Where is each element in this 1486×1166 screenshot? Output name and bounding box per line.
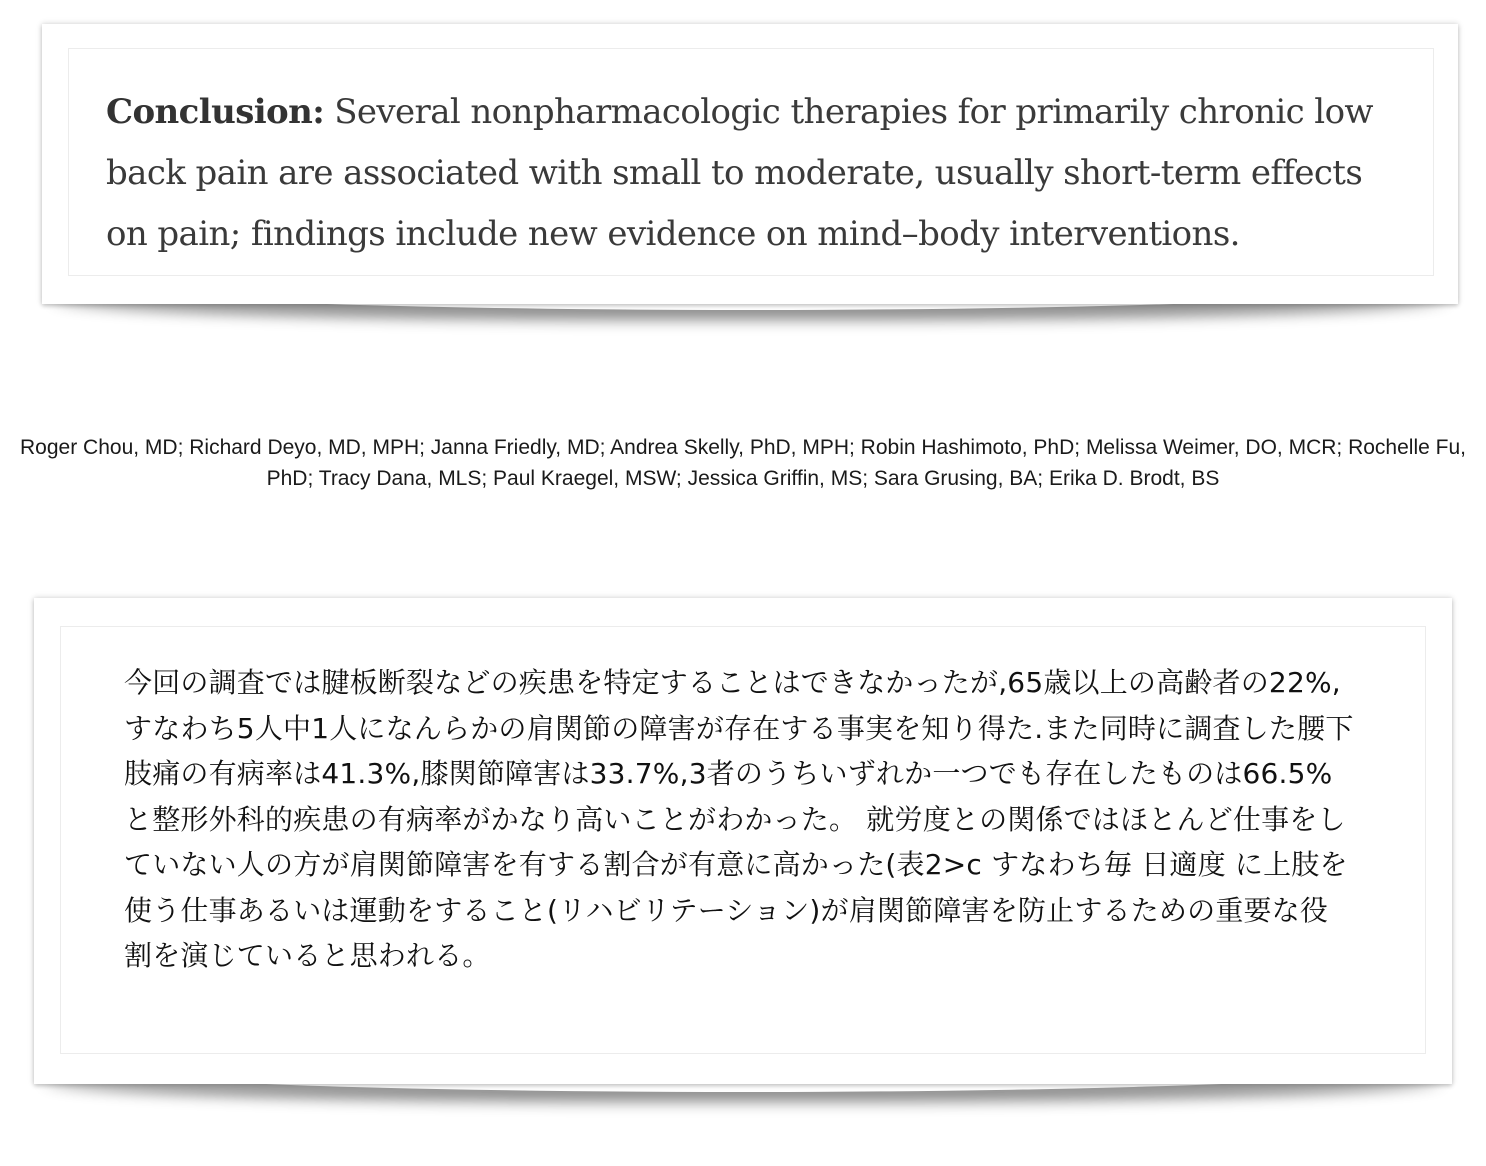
japanese-excerpt-card xyxy=(34,598,1452,1084)
conclusion-paragraph xyxy=(106,82,1406,265)
author-list: Roger Chou, MD; Richard Deyo, MD, MPH; Janna Friedly, MD; Andrea Skelly, PhD, MPH; Robin Hashimoto, PhD; Melissa Weimer, DO, MCR; Rochelle Fu, PhD; Tracy Dana, MLS; Paul Kraegel, MSW; Jessica Griffin, MS; Sara Grusing, BA; Erika D. Brodt, BS xyxy=(20,436,1466,490)
japanese-paragraph: 今回の調査では腱板断裂などの疾患を特定することはできなかったが,65歳以上の高齢者の22%,すなわち5人中1人になんらかの肩関節の障害が存在する事実を知り得た.また同時に調査した腰下肢痛の有病率は41.3%,膝関節障害は33.7%,3者のうちいずれか一つでも存在したものは66.5%と整形外科的疾患の有病率がかなり高いことがわかった。 就労度との関係ではほとんど仕事をしていない人の方が肩関節障害を有する割合が有意に高かった(表2>c すなわち毎 日適度 に上肢を使う仕事あるいは運動をすること(リハビリテーション)が肩関節障害を防止するための重要な役割を演じていると思われる。 xyxy=(124,666,1354,972)
conclusion-label: Conclusion: xyxy=(106,92,325,132)
conclusion-body: Several nonpharmacologic therapies for primarily chronic low back pain are associated with small to moderate, usually short-term effects on pain; findings include new evidence on mind–body interventions. xyxy=(106,92,1373,254)
conclusion-card xyxy=(42,24,1458,304)
